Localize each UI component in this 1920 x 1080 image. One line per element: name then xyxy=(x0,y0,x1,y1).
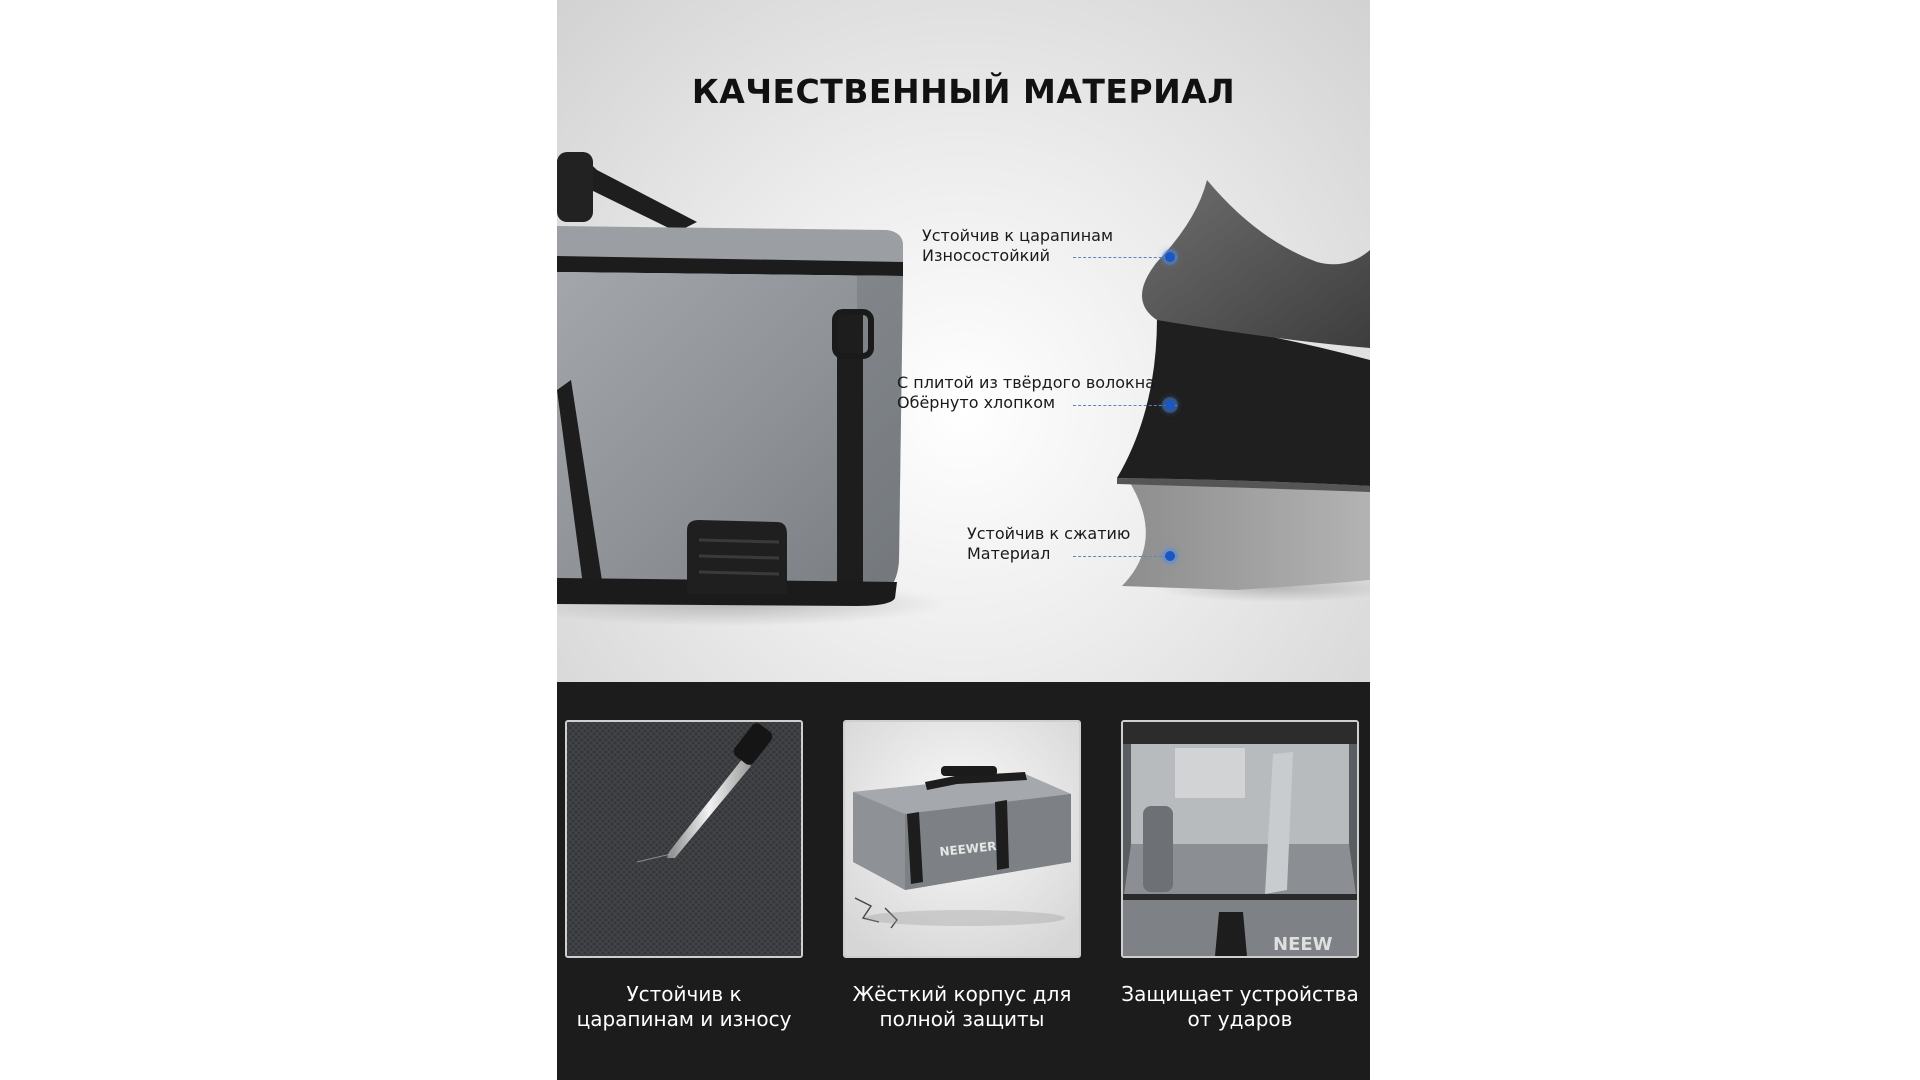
hard-case-bag-image xyxy=(845,722,1079,956)
callout-1-leader-line xyxy=(1073,257,1177,258)
neewer-logo-text: NEEWER xyxy=(938,839,998,859)
callout-3-leader-line xyxy=(1073,556,1177,557)
callout-scratch-resistant xyxy=(922,226,1113,266)
bag-interior-image xyxy=(1123,722,1357,956)
callout-3-line2: Материал xyxy=(967,544,1051,563)
feature-caption-hard-case: Жёсткий корпус для полной защиты xyxy=(852,982,1072,1031)
callout-2-leader-line xyxy=(1073,405,1177,406)
hero-title: КАЧЕСТВЕННЫЙ МАТЕРИАЛ xyxy=(691,72,1236,111)
bag-interior-photo xyxy=(1121,720,1359,958)
callout-1-dot-icon xyxy=(1165,252,1175,262)
callout-3-dot-icon xyxy=(1165,551,1175,561)
callout-2-dot-icon xyxy=(1165,400,1175,410)
callout-2-line1: С плитой из твёрдого волокна xyxy=(897,373,1155,392)
features-strip xyxy=(557,682,1370,1080)
callout-1-line1: Устойчив к царапинам xyxy=(922,226,1114,245)
feature-caption-impact: Защищает устройства от ударов xyxy=(1121,982,1359,1031)
feature-caption-scratch: Устойчив к царапинам и износу xyxy=(576,982,792,1031)
product-poster xyxy=(557,0,1370,1080)
callout-1-line2: Износостойкий xyxy=(922,246,1051,265)
neewer-partial-logo-text: NEEW xyxy=(1273,934,1333,955)
scratch-test-photo xyxy=(565,720,803,958)
callout-hardboard xyxy=(897,373,1155,413)
callout-3-line1: Устойчив к сжатию xyxy=(967,524,1131,543)
scratch-test-image xyxy=(567,722,801,956)
callout-2-line2: Обёрнуто хлопком xyxy=(897,393,1056,412)
callout-compression-resistant xyxy=(967,524,1130,564)
hard-case-bag-photo xyxy=(843,720,1081,958)
hero-section xyxy=(557,0,1370,682)
